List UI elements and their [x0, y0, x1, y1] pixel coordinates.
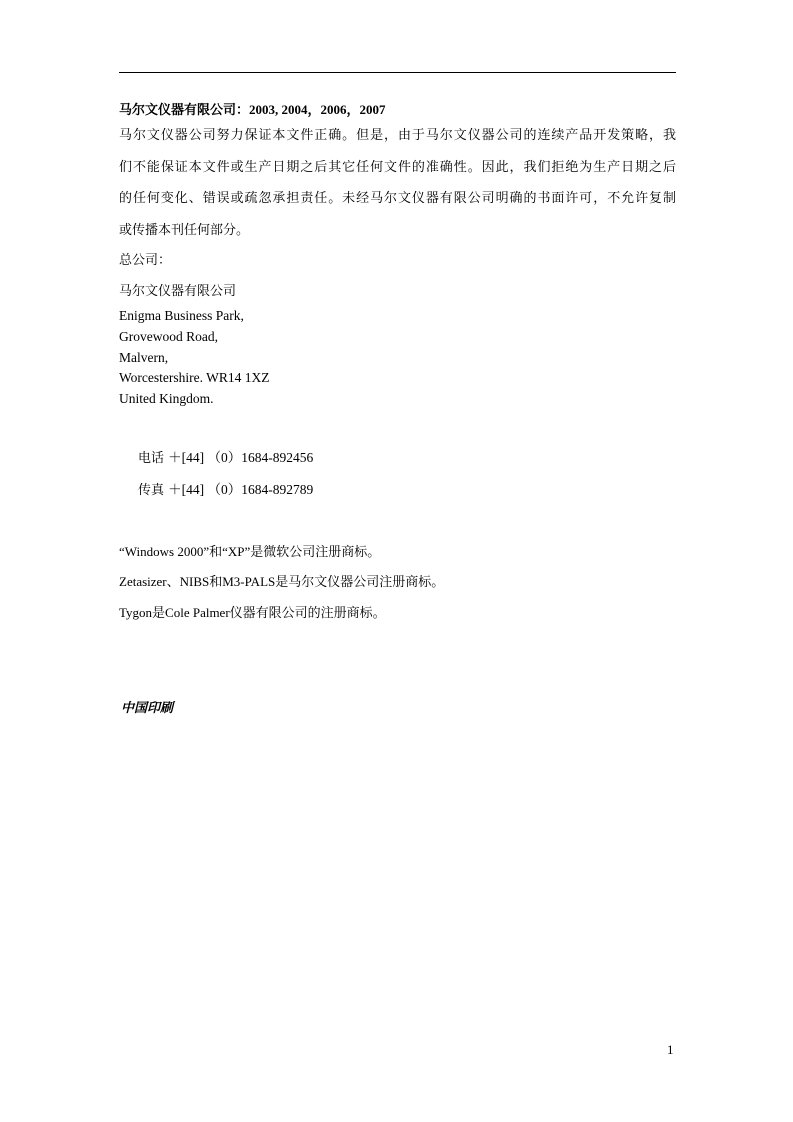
- address-line: Worcestershire. WR14 1XZ: [119, 370, 270, 386]
- page-number: 1: [667, 1042, 674, 1057]
- address-block: [119, 306, 270, 410]
- header-rule: [119, 72, 676, 73]
- copyright-company: 马尔文仪器有限公司：: [119, 103, 250, 118]
- copyright-years: 2003, 2004，2006，2007: [249, 102, 386, 117]
- trademark-line-windows: “Windows 2000”和“XP”是微软公司注册商标。: [119, 544, 381, 559]
- fax-line: [138, 478, 313, 498]
- copyright-heading: [119, 99, 386, 118]
- printed-in-china: 中国印刷: [121, 701, 174, 716]
- disclaimer-line: 或传播本刊任何部分。: [119, 222, 250, 238]
- head-office-label: 总公司：: [119, 253, 172, 268]
- phone-label: 电话: [138, 451, 165, 466]
- company-name: 马尔文仪器有限公司: [119, 284, 237, 299]
- disclaimer-line: 们不能保证本文件或生产日期之后其它任何文件的准确性。因此，我们拒绝为生产日期之后: [119, 159, 676, 175]
- address-line: Malvern,: [119, 349, 169, 365]
- phone-number: ＋[44] （0）1684-892456: [168, 450, 314, 465]
- disclaimer-line: 马尔文仪器公司努力保证本文件正确。但是，由于马尔文仪器公司的连续产品开发策略，我: [119, 128, 676, 143]
- disclaimer-line: 的任何变化、错误或疏忽承担责任。未经马尔文仪器有限公司明确的书面许可，不允许复制: [119, 191, 676, 206]
- address-line: Enigma Business Park,: [119, 308, 244, 323]
- disclaimer-paragraph: [119, 120, 676, 246]
- trademark-line-zetasizer: Zetasizer、NIBS和M3-PALS是马尔文仪器公司注册商标。: [119, 574, 445, 589]
- phone-line: [138, 446, 313, 466]
- address-line: United Kingdom.: [119, 391, 214, 407]
- fax-label: 传真: [138, 483, 165, 498]
- trademark-line-tygon: Tygon是Cole Palmer仪器有限公司的注册商标。: [119, 605, 386, 620]
- fax-number: ＋[44] （0）1684-892789: [168, 482, 314, 497]
- address-line: Grovewood Road,: [119, 328, 218, 344]
